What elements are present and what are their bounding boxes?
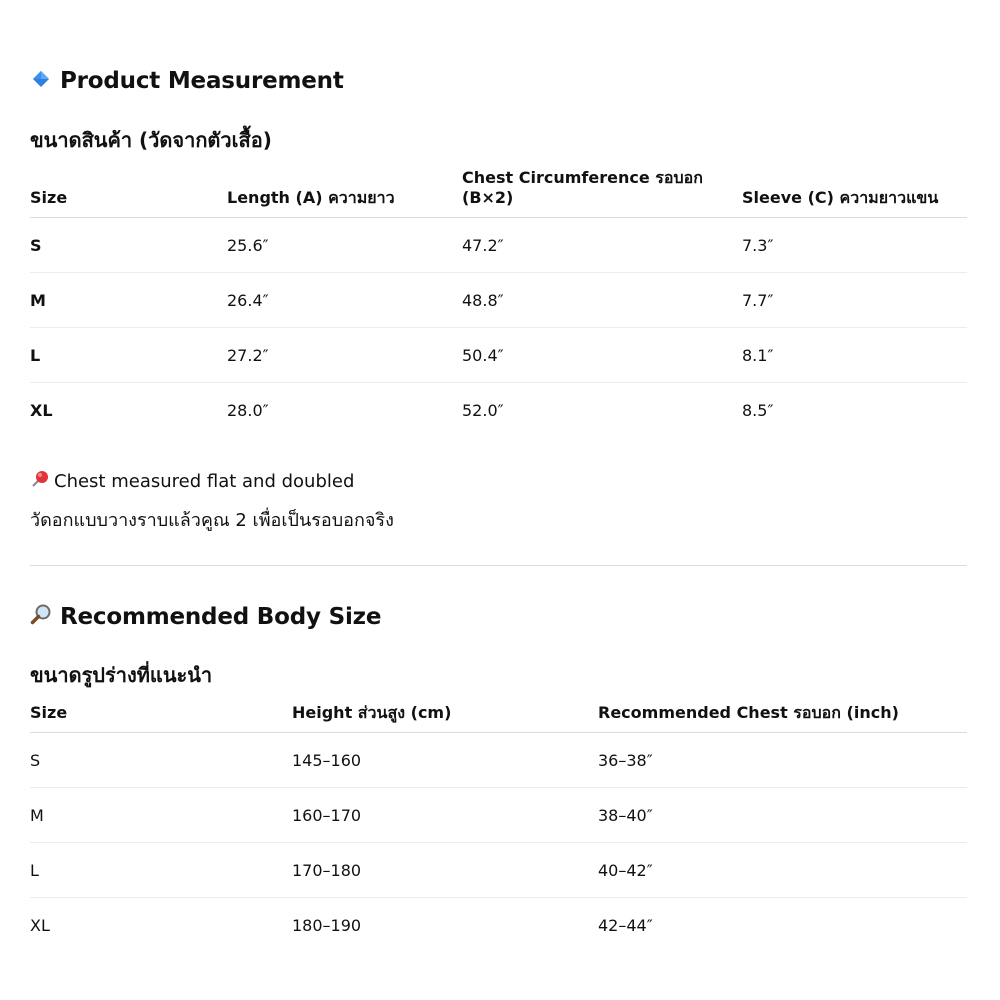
cell-size: L (30, 346, 41, 365)
cell-sleeve: 8.1″ (742, 346, 774, 365)
product-measurement-table (30, 165, 967, 438)
recommended-body-size-heading (30, 603, 381, 630)
recommended-size-table (30, 690, 967, 953)
cell-length: 25.6″ (227, 236, 269, 255)
table-row (30, 733, 967, 788)
cell-size: XL (30, 916, 50, 935)
cell-length: 27.2″ (227, 346, 269, 365)
note-text-thai: วัดอกแบบวางราบแล้วคูณ 2 เพื่อเป็นรอบอกจริง (30, 510, 394, 531)
cell-length: 26.4″ (227, 291, 269, 310)
header-recommended-chest: Recommended Chest รอบอก (inch) (598, 703, 899, 722)
magnifying-glass-icon (30, 603, 52, 630)
cell-height: 170–180 (292, 861, 362, 880)
table-header-row (30, 165, 967, 218)
note-line-1 (30, 469, 354, 494)
header-sleeve: Sleeve (C) ความยาวแขน (742, 188, 939, 207)
header-height: Height ส่วนสูง (cm) (292, 703, 452, 722)
cell-size: S (30, 236, 42, 255)
cell-chest: 52.0″ (462, 401, 504, 420)
table-row (30, 328, 967, 383)
header-chest: Chest Circumference รอบอก (B×2) (462, 168, 703, 207)
cell-height: 145–160 (292, 751, 362, 770)
cell-sleeve: 7.3″ (742, 236, 774, 255)
header-size: Size (30, 703, 68, 722)
table-header-row (30, 690, 967, 733)
cell-chest: 50.4″ (462, 346, 504, 365)
cell-size: M (30, 291, 46, 310)
table-row (30, 843, 967, 898)
note-text-english: Chest measured flat and doubled (54, 471, 355, 492)
section-subtitle: ขนาดรูปร่างที่แนะนำ (30, 663, 213, 687)
section-title: Product Measurement (60, 68, 344, 94)
pushpin-icon (30, 469, 50, 494)
section-subtitle: ขนาดสินค้า (วัดจากตัวเสื้อ) (30, 128, 272, 152)
cell-chest: 42–44″ (598, 916, 653, 935)
table-row (30, 273, 967, 328)
cell-size: XL (30, 401, 53, 420)
section-divider (30, 565, 967, 566)
product-measurement-heading (30, 68, 344, 94)
cell-chest: 36–38″ (598, 751, 653, 770)
cell-length: 28.0″ (227, 401, 269, 420)
cell-size: L (30, 861, 39, 880)
cell-chest: 47.2″ (462, 236, 504, 255)
cell-chest: 40–42″ (598, 861, 653, 880)
cell-size: M (30, 806, 44, 825)
section-title: Recommended Body Size (60, 603, 382, 630)
cell-chest: 48.8″ (462, 291, 504, 310)
header-length: Length (A) ความยาว (227, 188, 395, 207)
cell-height: 160–170 (292, 806, 362, 825)
cell-height: 180–190 (292, 916, 362, 935)
table-row (30, 383, 967, 438)
header-size: Size (30, 188, 68, 207)
cell-sleeve: 7.7″ (742, 291, 774, 310)
table-row (30, 898, 967, 953)
table-row (30, 788, 967, 843)
cell-chest: 38–40″ (598, 806, 653, 825)
blue-diamond-icon (30, 70, 52, 93)
table-row (30, 218, 967, 273)
cell-size: S (30, 751, 41, 770)
cell-sleeve: 8.5″ (742, 401, 774, 420)
